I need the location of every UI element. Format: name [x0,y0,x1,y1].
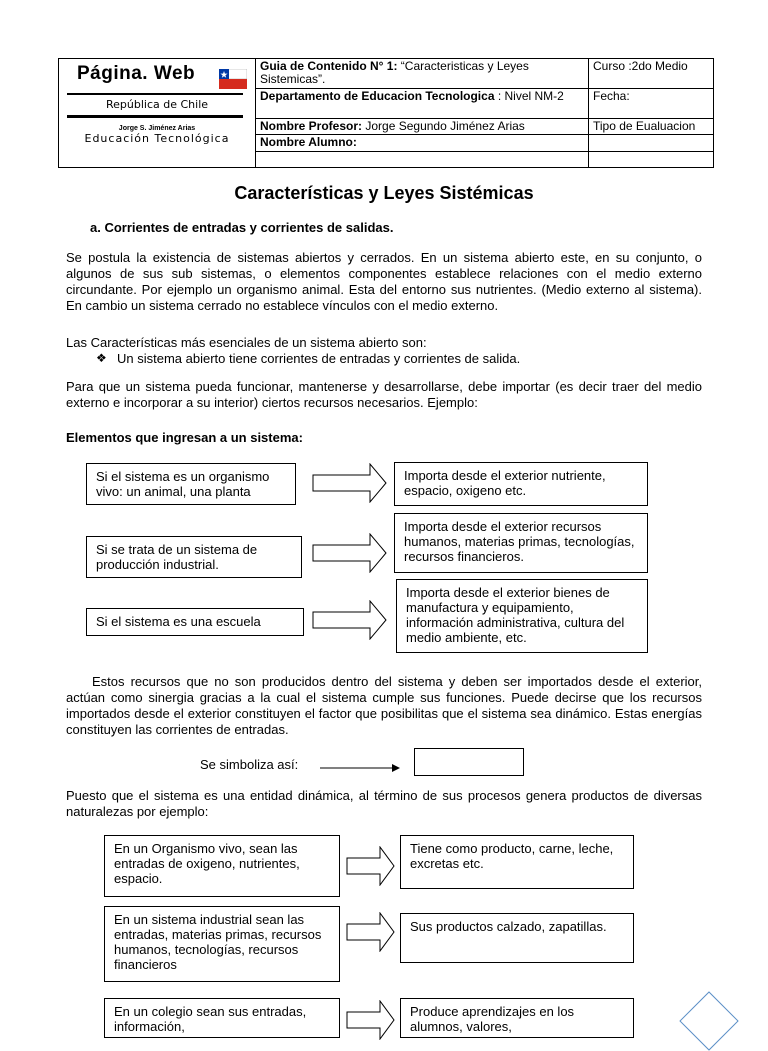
empty-cell [589,135,714,151]
page-corner-diamond-icon [679,991,738,1050]
guide-cell [256,59,589,89]
bullet-item: Un sistema abierto tiene corrientes de entradas y corrientes de salida. [117,351,521,366]
logo-area: Educación Tecnológica [84,132,230,145]
department-level: : Nivel NM-2 [494,88,564,103]
evaluation-cell: Tipo de Eualuacion [589,119,714,135]
student-label: Nombre Alumno: [260,135,357,150]
output-source-box: En un colegio sean sus entradas, información, [104,998,340,1038]
output-source-box: En un Organismo vivo, sean las entradas de oxigeno, nutrientes, espacio. [104,835,340,897]
section-a-heading: a. Corrientes de entradas y corrientes de salidas. [90,220,394,235]
paragraph-3: Para que un sistema pueda funcionar, mantenerse y desarrollarse, debe importar (es decir traer del medio externo e incorporar a su interior) ciertos recursos necesarios. Ejemplo: [66,379,702,410]
input-import-box: Importa desde el exterior recursos humanos, materias primas, tecnologías, recursos financieros. [394,513,648,573]
input-import-box: Importa desde el exterior bienes de manufactura y equipamiento, información administrativa, cultura del medio ambiente, etc. [396,579,648,653]
bullet-diamond-icon: ❖ [96,351,107,365]
document-title: Características y Leyes Sistémicas [234,183,534,203]
paragraph-1: Se postula la existencia de sistemas abiertos y cerrados. En un sistema abierto este, en su conjunto, o algunos de sus sub sistemas, o elementos componentes establece relaciones con el medio externo circundante. Por ejemplo un organismo animal. Esta del entorno sus nutrientes. (Medio externo al sistema). En cambio un sistema cerrado no establece vínculos con el medio externo. [66,250,702,313]
chile-flag-icon [219,69,247,89]
output-product-box: Sus productos calzado, zapatillas. [400,913,634,963]
output-source-box: En un sistema industrial sean las entradas, materias primas, recursos humanos, tecnologías, recursos financieros [104,906,340,982]
teacher-cell [256,119,589,135]
logo-country: República de Chile [105,98,209,111]
symbol-box [414,748,524,776]
paragraph-4: Estos recursos que no son producidos dentro del sistema y deben ser importados desde el exterior, actúan como sinergia gracias a la cual el sistema cumple sus funciones. Puede decirse que los recursos importados desde el exterior constituyen el factor que posibilitas que el sistema sea dinámico. Estas energías constituyen las corrientes de entradas. [66,674,702,737]
guide-label: Guia de Contenido N° 1: [260,59,398,73]
input-source-box: Si el sistema es una escuela [86,608,304,636]
paragraph-2: Las Características más esenciales de un sistema abierto son: [66,335,427,350]
paragraph-5: Puesto que el sistema es una entidad dinámica, al término de sus procesos genera productos de diversas naturalezas por ejemplo: [66,788,702,819]
department-label: Departamento de Educacion Tecnologica [260,88,495,103]
input-source-box: Si el sistema es un organismo vivo: un animal, una planta [86,463,296,505]
arrow-right-icon [346,912,396,952]
symbol-arrow-icon [318,761,402,775]
arrow-right-icon [346,846,396,886]
input-import-box: Importa desde el exterior nutriente, espacio, oxigeno etc. [394,462,648,506]
empty-cell [256,151,589,167]
input-source-box: Si se trata de un sistema de producción industrial. [86,536,302,578]
logo-cell [59,59,256,168]
logo-title: Página. Web [77,63,196,84]
arrow-right-icon [312,533,388,573]
empty-cell [589,151,714,167]
teacher-label: Nombre Profesor: [260,119,363,134]
output-product-box: Tiene como producto, carne, leche, excretas etc. [400,835,634,889]
teacher-name: Jorge Segundo Jiménez Arias [362,119,525,134]
arrow-right-icon [312,463,388,503]
arrow-right-icon [312,600,388,640]
inputs-heading: Elementos que ingresan a un sistema: [66,430,303,445]
logo-author: Jorge S. Jiménez Arias [118,125,196,132]
logo-divider [67,93,243,95]
arrow-right-icon [346,1000,396,1040]
symbol-label: Se simboliza así: [200,757,299,772]
logo-divider [67,115,243,118]
guide-title: “Caracteristicas y Leyes Sistemicas”. [260,59,529,86]
output-product-box: Produce aprendizajes en los alumnos, valores, [400,998,634,1038]
student-cell [256,135,589,151]
logo [59,59,255,167]
course-cell: Curso :2do Medio [589,59,714,89]
department-cell [256,88,589,119]
header-table [58,58,714,168]
date-cell: Fecha: [589,88,714,119]
